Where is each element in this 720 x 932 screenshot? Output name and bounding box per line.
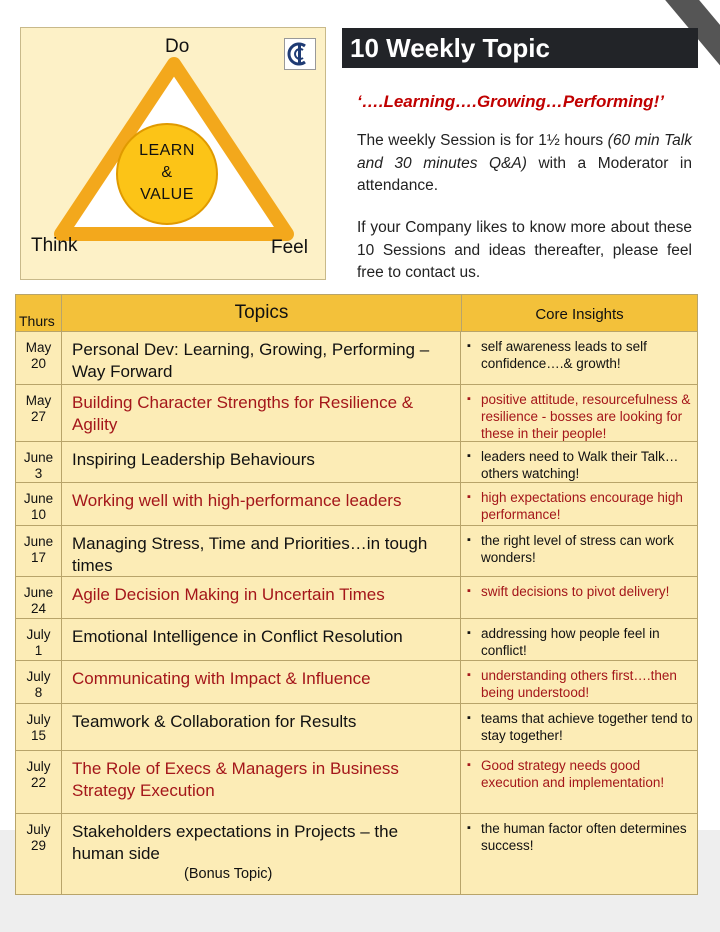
table-row xyxy=(16,704,697,751)
row-date xyxy=(16,661,62,703)
table-row xyxy=(16,661,697,704)
row-insight xyxy=(461,814,697,894)
circle-line-2: & xyxy=(161,164,173,181)
row-topic-text: Emotional Intelligence in Conflict Resolution xyxy=(72,627,403,646)
tagline: ‘….Learning….Growing…Performing!’ xyxy=(357,92,664,111)
company-logo xyxy=(284,38,316,70)
row-month: July xyxy=(26,627,51,642)
row-insight xyxy=(461,442,697,482)
row-insight-text: understanding others first….then being understood! xyxy=(481,668,677,700)
row-date xyxy=(16,577,62,618)
row-day: 17 xyxy=(30,550,47,565)
intro-text: The weekly Session is for 1½ hours xyxy=(357,132,608,149)
intro-italic: (60 min Talk and 30 minutes Q&A) xyxy=(357,132,692,172)
row-insight-text: self awareness leads to self confidence….& growth! xyxy=(481,339,647,371)
intro-text-rest: with a Moderator in attendance. xyxy=(357,154,692,194)
row-day: 8 xyxy=(34,685,43,700)
row-topic-text: Personal Dev: Learning, Growing, Performing – Way Forward xyxy=(72,340,430,381)
circle-text xyxy=(119,140,215,206)
row-topic-text: Building Character Strengths for Resilience & Agility xyxy=(72,393,414,434)
row-topic-text: Teamwork & Collaboration for Results xyxy=(72,712,357,731)
row-insight-text: the human factor often determines success! xyxy=(481,821,687,853)
row-insight xyxy=(461,751,697,813)
row-insight-text: high expectations encourage high performance! xyxy=(481,490,683,522)
row-day: 27 xyxy=(30,409,47,424)
row-day: 24 xyxy=(30,601,47,616)
intro-paragraph-2: If your Company likes to know more about these 10 Sessions and ideas thereafter, please feel free to contact us. xyxy=(357,219,692,281)
bullet-icon: ▪ xyxy=(467,340,471,352)
row-month: June xyxy=(23,450,54,465)
row-insight-text: addressing how people feel in conflict! xyxy=(481,626,660,658)
row-topic-text: Inspiring Leadership Behaviours xyxy=(72,450,315,469)
row-month: June xyxy=(23,491,54,506)
row-month: June xyxy=(23,534,54,549)
row-day: 10 xyxy=(30,507,47,522)
row-topic xyxy=(62,577,461,618)
row-insight-text: teams that achieve together tend to stay together! xyxy=(481,711,693,743)
row-insight-text: swift decisions to pivot delivery! xyxy=(481,584,670,599)
bullet-icon: ▪ xyxy=(467,627,471,639)
row-insight xyxy=(461,661,697,703)
row-date xyxy=(16,751,62,813)
row-topic xyxy=(62,385,461,441)
row-day: 3 xyxy=(34,466,43,481)
row-insight xyxy=(461,332,697,384)
header-date: Thurs xyxy=(16,295,62,331)
row-month: July xyxy=(26,759,51,774)
row-insight-text: leaders need to Walk their Talk… others watching! xyxy=(481,449,679,481)
row-day: 15 xyxy=(30,728,47,743)
row-month: July xyxy=(26,712,51,727)
row-date xyxy=(16,385,62,441)
row-topic xyxy=(62,814,461,894)
feel-label: Feel xyxy=(271,237,308,258)
row-date xyxy=(16,483,62,525)
row-topic xyxy=(62,483,461,525)
row-date xyxy=(16,814,62,894)
table-row xyxy=(16,483,697,526)
circle-line-3: VALUE xyxy=(140,186,194,203)
logo-mark xyxy=(285,39,315,69)
row-insight-text: positive attitude, resourcefulness & resilience - bosses are looking for these in their people! xyxy=(481,392,691,441)
row-topic-text: Agile Decision Making in Uncertain Times xyxy=(72,585,385,604)
row-topic xyxy=(62,619,461,660)
row-date xyxy=(16,526,62,576)
row-insight xyxy=(461,385,697,441)
row-month: May xyxy=(25,393,52,408)
row-topic xyxy=(62,526,461,576)
bullet-icon: ▪ xyxy=(467,669,471,681)
row-topic-text: Stakeholders expectations in Projects – the human side xyxy=(72,822,399,863)
row-day: 29 xyxy=(30,838,47,853)
bullet-icon: ▪ xyxy=(467,393,471,405)
table-row xyxy=(16,442,697,483)
learn-value-diagram xyxy=(20,27,326,280)
row-date xyxy=(16,442,62,482)
row-topic-text: The Role of Execs & Managers in Business Strategy Execution xyxy=(72,759,399,800)
table-row xyxy=(16,385,697,442)
table-row xyxy=(16,619,697,661)
table-header xyxy=(16,295,697,332)
row-topic-text: Working well with high-performance leaders xyxy=(72,491,402,510)
think-label: Think xyxy=(31,235,78,256)
circle-line-1: LEARN xyxy=(139,142,195,159)
table-row xyxy=(16,577,697,619)
bullet-icon: ▪ xyxy=(467,822,471,834)
row-insight xyxy=(461,704,697,750)
bullet-icon: ▪ xyxy=(467,585,471,597)
row-date xyxy=(16,619,62,660)
topics-table xyxy=(15,294,698,895)
page-title: 10 Weekly Topic xyxy=(342,28,698,68)
row-topic xyxy=(62,442,461,482)
row-topic xyxy=(62,704,461,750)
table-row xyxy=(16,526,697,577)
row-insight xyxy=(461,483,697,525)
bullet-icon: ▪ xyxy=(467,712,471,724)
row-month: May xyxy=(25,340,52,355)
header-topics: Topics xyxy=(62,295,462,331)
header-insights: Core Insights xyxy=(535,306,624,323)
row-topic xyxy=(62,332,461,384)
table-body xyxy=(16,332,697,894)
bullet-icon: ▪ xyxy=(467,534,471,546)
row-insight-text: the right level of stress can work wonders! xyxy=(481,533,674,565)
table-row xyxy=(16,814,697,894)
intro-paragraph-1 xyxy=(357,130,692,198)
row-day: 20 xyxy=(30,356,47,371)
row-insight xyxy=(461,526,697,576)
do-label: Do xyxy=(165,36,190,57)
row-insight xyxy=(461,577,697,618)
row-day: 22 xyxy=(30,775,47,790)
table-row xyxy=(16,332,697,385)
row-date xyxy=(16,332,62,384)
row-insight-text: Good strategy needs good execution and implementation! xyxy=(481,758,665,790)
row-date xyxy=(16,704,62,750)
row-day: 1 xyxy=(34,643,43,658)
row-topic-text: Communicating with Impact & Influence xyxy=(72,669,371,688)
row-insight xyxy=(461,619,697,660)
bonus-topic-label: (Bonus Topic) xyxy=(184,866,273,882)
row-month: June xyxy=(23,585,54,600)
bullet-icon: ▪ xyxy=(467,491,471,503)
bullet-icon: ▪ xyxy=(467,450,471,462)
row-topic xyxy=(62,751,461,813)
row-topic-text: Managing Stress, Time and Priorities…in tough times xyxy=(72,534,428,575)
row-month: July xyxy=(26,822,51,837)
bullet-icon: ▪ xyxy=(467,759,471,771)
row-topic xyxy=(62,661,461,703)
table-row xyxy=(16,751,697,814)
row-month: July xyxy=(26,669,51,684)
